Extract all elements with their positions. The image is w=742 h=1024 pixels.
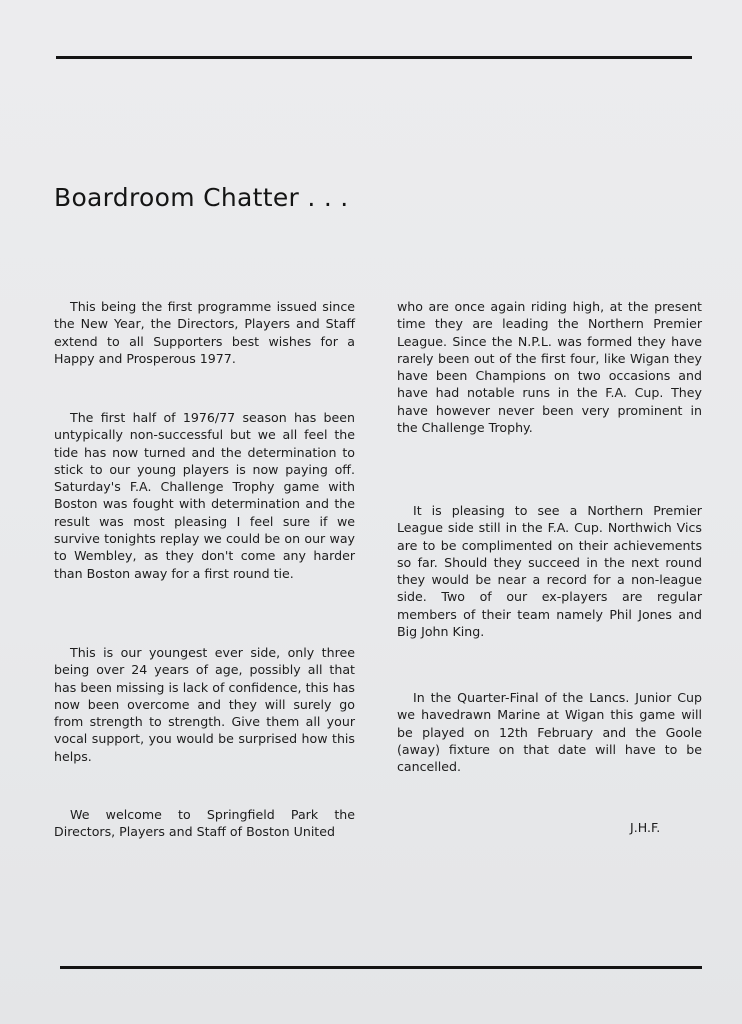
left-paragraph-4: We welcome to Springfield Park the Directors, Players and Staff of Boston United [54, 807, 355, 840]
bottom-rule [60, 966, 702, 969]
left-paragraph-2: The first half of 1976/77 season has been untypically non-successful but we all feel the tide has now turned and the determination to stick to our young players is now paying off. Saturday's F.A. Challenge Trophy game with Boston was fought with determination and the result was most pleasing I feel sure if we survive tonights replay we could be on our way to Wembley, as they don't come any harder than Boston away for a first round tie. [54, 410, 355, 581]
article-title: Boardroom Chatter . . . [54, 183, 349, 212]
right-paragraph-1: who are once again riding high, at the present time they are leading the Northern Premier League. Since the N.P.L. was formed they have rarely been out of the first four, like Wigan they have been Champions on two occasions and have had notable runs in the F.A. Cup. They have however never been very prominent in the Challenge Trophy. [397, 299, 702, 436]
signature: J.H.F. [630, 820, 661, 835]
top-rule [56, 56, 692, 59]
left-paragraph-3: This is our youngest ever side, only three being over 24 years of age, possibly all that has been missing is lack of confidence, this has now been overcome and they will surely go from strength to strength. Give them all your vocal support, you would be surprised how this helps. [54, 645, 355, 764]
right-paragraph-2: It is pleasing to see a Northern Premier League side still in the F.A. Cup. Northwich Vics are to be complimented on their achievements so far. Should they succeed in the next round they would be near a record for a non-league side. Two of our ex-players are regular members of their team namely Phil Jones and Big John King. [397, 503, 702, 640]
right-paragraph-3: In the Quarter-Final of the Lancs. Junior Cup we havedrawn Marine at Wigan this game will be played on 12th February and the Goole (away) fixture on that date will have to be cancelled. [397, 690, 702, 775]
left-paragraph-1: This being the first programme issued since the New Year, the Directors, Players and Staff extend to all Supporters best wishes for a Happy and Prosperous 1977. [54, 299, 355, 366]
